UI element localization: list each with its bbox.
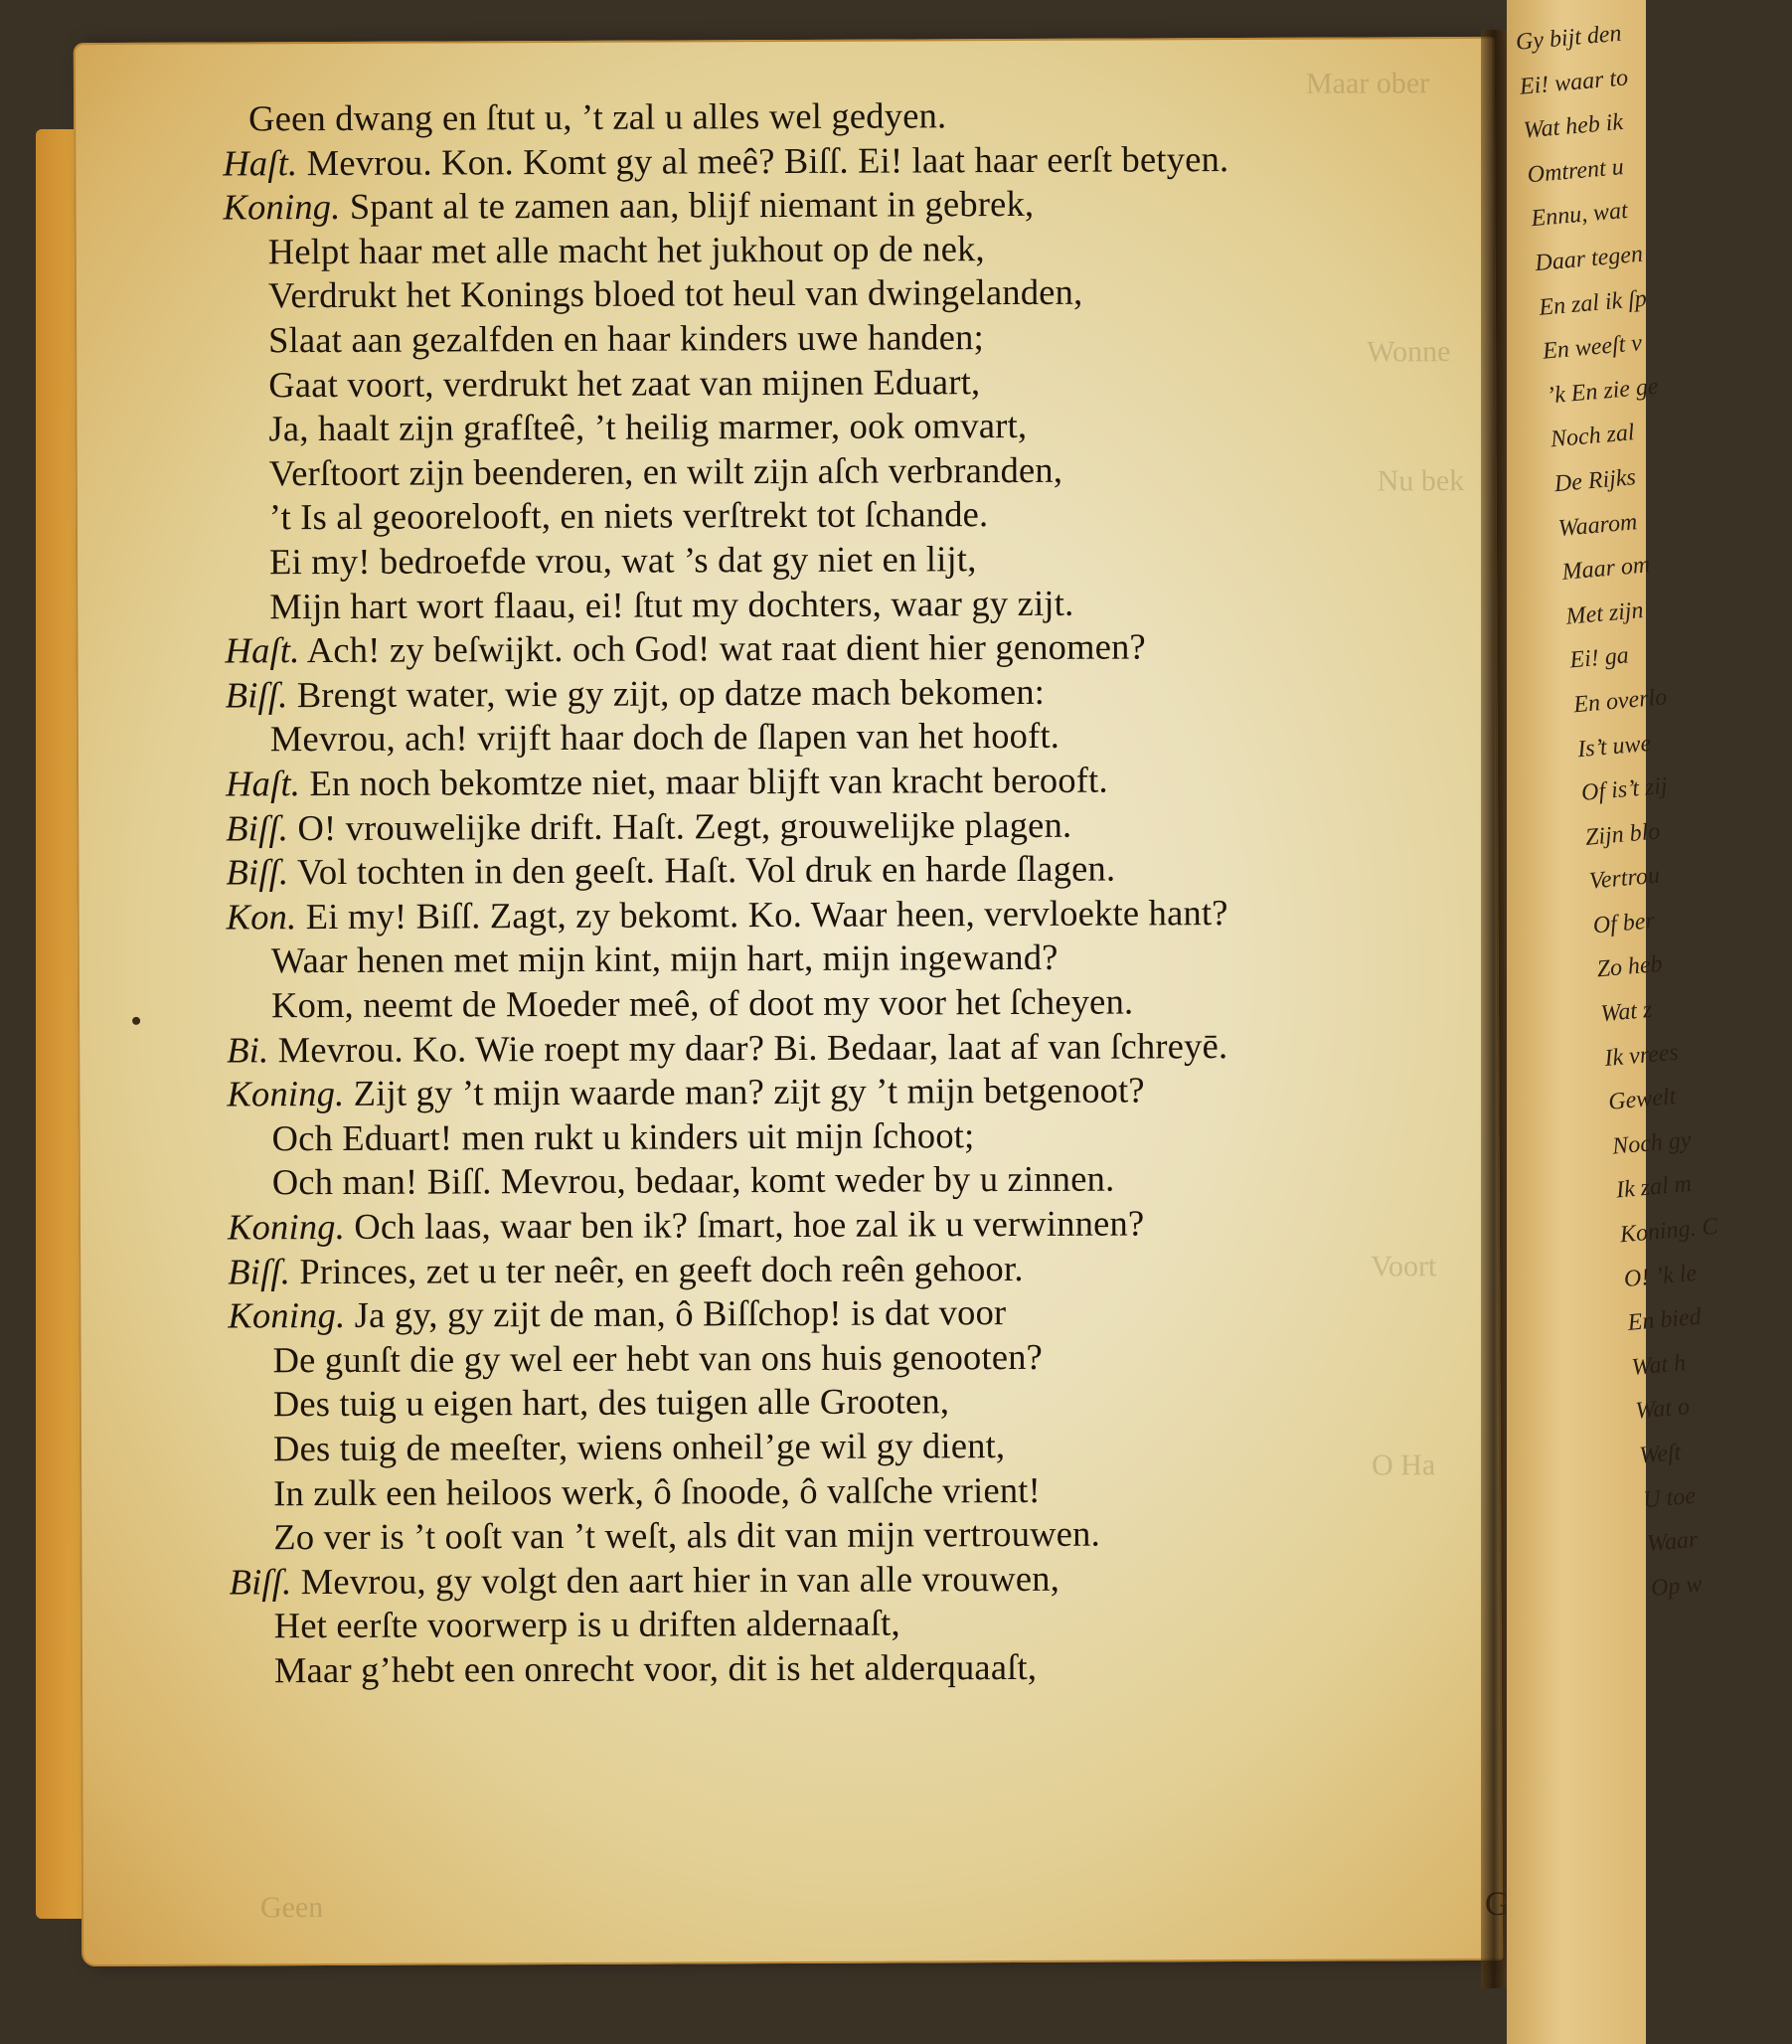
verse-line	[248, 93, 946, 140]
verse-line-text: Des tuig de meeſter, wiens onheil’ge wil gy dient,	[272, 1425, 1006, 1469]
verse-line-text: Des tuig u eigen hart, des tuigen alle Grooten,	[272, 1380, 950, 1425]
show-through-text: Voort	[1371, 1250, 1437, 1283]
facing-page-line: Waar	[1646, 1526, 1700, 1558]
show-through-text: Nu bek	[1377, 464, 1465, 498]
speaker-label: Koning.	[223, 186, 341, 228]
verse-line	[271, 979, 1133, 1027]
verse-line	[272, 1157, 1115, 1205]
facing-page-line: Zo heb	[1595, 951, 1664, 983]
speaker-label: Koning.	[227, 1073, 345, 1114]
facing-page-line: Gewelt	[1607, 1084, 1678, 1116]
verse-line-text: Ja gy, gy zijt de man, ô Biſſchop! is dat voor	[354, 1291, 1007, 1336]
facing-page-line: En weeſt v	[1542, 330, 1644, 365]
verse-line	[226, 759, 1108, 806]
verse-line-text: Och Eduart! men rukt u kinders uit mijn ſchoot;	[271, 1113, 975, 1159]
verse-line	[273, 1380, 950, 1427]
facing-page-line: En zal ik ſp	[1538, 285, 1648, 321]
facing-page-line: Omtrent u	[1526, 153, 1625, 189]
verse-line	[269, 537, 977, 584]
facing-page-line: ’k En zie ge	[1546, 373, 1660, 410]
verse-line-text: Geen dwang en ſtut u, ’t zal u alles wel gedyen.	[248, 94, 947, 139]
verse-line-text: Kom, neemt de Moeder meê, of doot my voor het ſcheyen.	[270, 980, 1134, 1026]
facing-page-line: Wat z	[1599, 996, 1654, 1028]
facing-page-line: Daar tegen	[1534, 241, 1644, 277]
verse-line-text: Helpt haar met alle macht het jukhout op de nek,	[267, 227, 985, 272]
verse-line-text: Ei my! Biſſ. Zagt, zy bekomt. Ko. Waar heen, vervloekte hant?	[305, 891, 1228, 937]
facing-page-line: Op w	[1650, 1571, 1704, 1602]
verse-line	[273, 1467, 1041, 1514]
verse-line	[268, 270, 1083, 318]
verse-line	[223, 137, 1228, 185]
verse-line	[228, 1290, 1006, 1337]
verse-line-text: Brengt water, wie gy zijt, op datze mach bekomen:	[296, 670, 1046, 715]
facing-page-line: U toe	[1642, 1482, 1697, 1513]
verse-line	[269, 581, 1073, 628]
verse-line-text: Och laas, waar ben ik? ſmart, hoe zal ik u verwinnen?	[354, 1202, 1145, 1247]
verse-line-text: Ei my! bedroefde vrou, wat ’s dat gy niet en lijt,	[268, 538, 977, 583]
verse-line	[226, 802, 1071, 850]
verse-line-text: Mijn hart wort flaau, ei! ſtut my dochters, waar gy zijt.	[269, 582, 1074, 626]
verse-line	[273, 1512, 1100, 1560]
facing-page-line: Wat o	[1634, 1394, 1692, 1426]
verse-line-text: Och man! Biſſ. Mevrou, bedaar, komt weder by u zinnen.	[271, 1157, 1115, 1203]
facing-page-line: Ik vrees	[1603, 1039, 1680, 1072]
verse-line-text: Waar henen met mijn kint, mijn hart, mijn ingewand?	[270, 937, 1059, 981]
verse-line	[269, 448, 1063, 495]
verse-line-text: Slaat aan gezalfden en haar kinders uwe handen;	[268, 316, 985, 361]
facing-page-line: De Rijks	[1552, 464, 1637, 498]
facing-page-line: Wat heb ik	[1522, 109, 1625, 144]
verse-line-text: De gunſt die gy wel eer hebt van ons huis genooten?	[272, 1335, 1044, 1381]
speaker-label: Biſſ.	[229, 1560, 292, 1603]
speaker-label: Haſt.	[225, 763, 301, 804]
verse-line	[228, 1247, 1024, 1293]
verse-line	[270, 714, 1059, 761]
facing-page-text	[1515, 18, 1792, 1619]
speaker-label: Bi.	[227, 1028, 269, 1071]
verse-line-text: Verſtoort zijn beenderen, en wilt zijn aſch verbranden,	[268, 448, 1063, 494]
speaker-label: Kon.	[226, 895, 297, 937]
verse-text	[74, 37, 1503, 1966]
facing-page-line: Ennu, wat	[1530, 198, 1629, 233]
verse-line	[268, 227, 985, 273]
verse-line	[274, 1602, 900, 1648]
verse-line	[225, 625, 1146, 673]
verse-line-text: Maar g’hebt een onrecht voor, dit is het alderquaaſt,	[273, 1645, 1038, 1691]
book-gutter	[1481, 30, 1507, 1988]
facing-page-line: Ei! ga	[1568, 642, 1630, 674]
speaker-label: Koning.	[228, 1294, 346, 1336]
show-through-text: O Ha	[1371, 1448, 1436, 1482]
facing-page-line: Waarom	[1556, 508, 1639, 542]
verse-line	[268, 404, 1027, 450]
verse-line	[271, 1113, 974, 1160]
facing-page	[1507, 0, 1719, 2044]
verse-line-text: Ja, haalt zijn grafſteê, ’t heilig marmer, ook omvart,	[268, 405, 1028, 449]
facing-page-line: Ei! waar to	[1518, 64, 1630, 100]
facing-page-line: Wat h	[1630, 1349, 1688, 1381]
verse-line-text: Spant al te zamen aan, blijf niemant in gebrek,	[349, 183, 1035, 228]
verse-line	[268, 360, 980, 407]
verse-line	[272, 1335, 1043, 1382]
speaker-label: Haſt.	[225, 629, 300, 671]
facing-page-line: Gy bijt den	[1515, 20, 1623, 56]
facing-page-line: Zijn blo	[1583, 818, 1662, 851]
verse-line	[271, 936, 1059, 982]
verse-line-text: O! vrouwelijke drift. Haſt. Zegt, grouwelijke plagen.	[297, 803, 1072, 848]
verse-line	[223, 182, 1034, 230]
speaker-label: Koning.	[227, 1205, 346, 1248]
verse-line	[229, 1557, 1059, 1605]
verse-line	[268, 315, 984, 362]
verse-line	[269, 493, 989, 540]
verse-line	[226, 670, 1046, 718]
verse-line-text: Mevrou, ach! vrijft haar doch de ſlapen van het hooft.	[269, 715, 1060, 760]
facing-page-line: Met zijn	[1564, 596, 1645, 630]
verse-line	[274, 1645, 1037, 1692]
verse-line-text: Het eerſte voorwerp is u driften aldernaaſt,	[273, 1602, 900, 1646]
speaker-label: Biſſ.	[226, 806, 289, 849]
verse-line-text: Mevrou, gy volgt den aart hier in van alle vrouwen,	[300, 1557, 1060, 1602]
speaker-label: Haſt.	[223, 141, 298, 184]
verse-line	[227, 1069, 1145, 1116]
speaker-label: Biſſ.	[226, 851, 289, 893]
verse-line	[227, 891, 1228, 938]
speaker-label: Biſſ.	[225, 673, 288, 716]
facing-page-line: Noch gy	[1611, 1126, 1693, 1160]
verse-line-text: En noch bekomtze niet, maar blijft van kracht berooft.	[309, 759, 1108, 804]
facing-page-line: Ik zal m	[1615, 1171, 1694, 1204]
verse-line-text: Gaat voort, verdrukt het zaat van mijnen Eduart,	[268, 360, 981, 405]
verse-line-text: Princes, zet u ter neêr, en geeft doch reên gehoor.	[299, 1247, 1024, 1291]
verse-line	[273, 1424, 1006, 1470]
verse-line-text: In zulk een heiloos werk, ô ſnoode, ô valſche vrient!	[273, 1468, 1042, 1513]
verse-line-text: Mevrou. Ko. Wie roept my daar? Bi. Bedaar, laat af van ſchreyē.	[277, 1024, 1228, 1070]
verse-line-text: Zijt gy ’t mijn waarde man? zijt gy ’t mijn betgenoot?	[353, 1069, 1145, 1114]
verse-line	[226, 847, 1115, 895]
facing-page-line: Noch zal	[1548, 420, 1636, 453]
verse-line-text: Mevrou. Kon. Komt gy al meê? Biſſ. Ei! laat haar eerſt betyen.	[306, 137, 1229, 183]
book-page	[74, 37, 1503, 1966]
facing-page-line: Weſt	[1638, 1439, 1683, 1469]
verse-line	[227, 1024, 1227, 1072]
facing-page-line: Vertrou	[1587, 862, 1661, 895]
verse-line-text: Ach! zy beſwijkt. och God! wat raat dient hier genomen?	[306, 625, 1147, 671]
facing-page-line: O! ’k le	[1622, 1260, 1699, 1292]
show-through-text: Geen	[259, 1891, 324, 1925]
show-through-text: Wonne	[1367, 335, 1451, 369]
verse-line	[228, 1201, 1145, 1249]
verse-line-text: ’t Is al geoorelooft, en niets verſtrekt tot ſchande.	[268, 493, 989, 538]
facing-page-line: En bied	[1626, 1303, 1703, 1337]
facing-page-line: En overlo	[1572, 684, 1669, 719]
facing-page-line: Of is’t zij	[1580, 772, 1669, 807]
speaker-label: Biſſ.	[228, 1250, 291, 1292]
facing-page-line: Of ber	[1591, 908, 1656, 939]
facing-page-line: Koning. C	[1618, 1213, 1719, 1249]
verse-line-text: Verdrukt het Konings bloed tot heul van dwingelanden,	[267, 271, 1083, 316]
verse-line-text: Vol tochten in den geeſt. Haſt. Vol druk en harde ſlagen.	[296, 847, 1116, 893]
facing-page-line: Is’t uwe	[1576, 730, 1653, 763]
show-through-text: Maar ober	[1305, 67, 1430, 100]
facing-page-line: Maar om	[1560, 552, 1652, 586]
verse-line-text: Zo ver is ’t ooſt van ’t weſt, als dit van mijn vertrouwen.	[273, 1512, 1100, 1558]
